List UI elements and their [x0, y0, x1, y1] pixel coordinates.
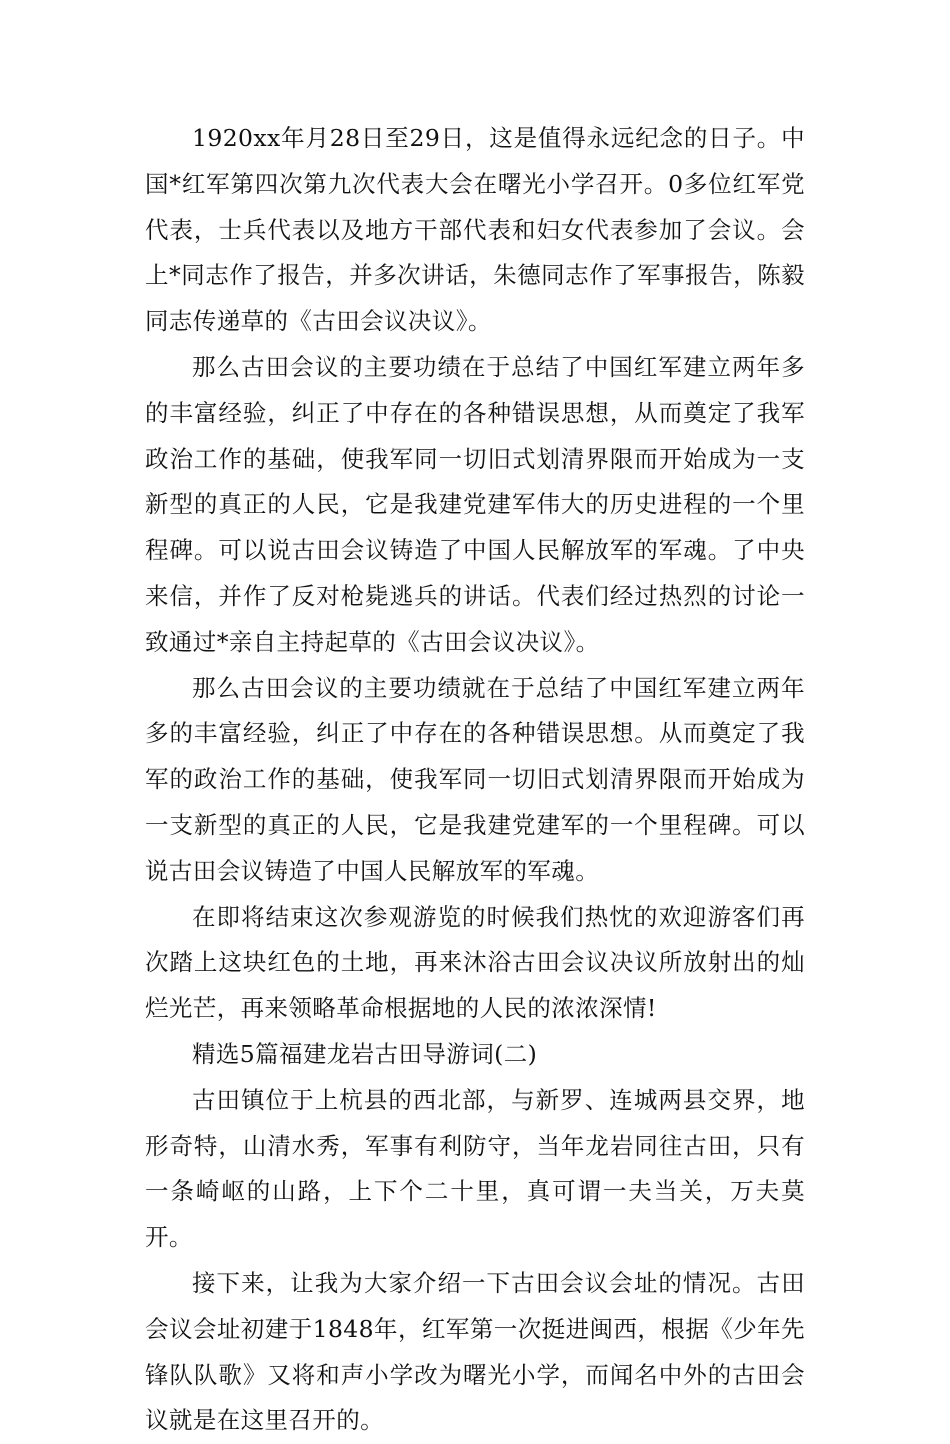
paragraph-3: 那么古田会议的主要功绩就在于总结了中国红军建立两年多的丰富经验，纠正了中存在的各种错误思想。从而奠定了我军的政治工作的基础，使我军同一切旧式划清界限而开始成为一支新型的真正的人民，它是我建党建军的一个里程碑。可以说古田会议铸造了中国人民解放军的军魂。: [145, 673, 805, 885]
paragraph-5: 古田镇位于上杭县的西北部，与新罗、连城两县交界，地形奇特，山清水秀，军事有利防守，当年龙岩同往古田，只有一条崎岖的山路，上下个二十里，真可谓一夫当关，万夫莫开。: [145, 1085, 805, 1252]
paragraph-1: 1920xx年月28日至29日，这是值得永远纪念的日子。中国*红军第四次第九次代表大会在曙光小学召开。0多位红军党代表，士兵代表以及地方干部代表和妇女代表参加了会议。会上*同志作了报告，并多次讲话，朱德同志作了军事报告，陈毅同志传递草的《古田会议决议》。: [145, 124, 805, 336]
section-heading: 精选5篇福建龙岩古田导游词(二): [192, 1039, 538, 1068]
paragraph-6: 接下来，让我为大家介绍一下古田会议会址的情况。古田会议会址初建于1848年，红军第一次挺进闽西，根据《少年先锋队队歌》又将和声小学改为曙光小学，而闻名中外的古田会议就是在这里召开的。: [145, 1268, 805, 1435]
paragraph-4: 在即将结束这次参观游览的时候我们热忱的欢迎游客们再次踏上这块红色的土地，再来沐浴古田会议决议所放射出的灿烂光芒，再来领略革命根据地的人民的浓浓深情!: [145, 902, 805, 1023]
paragraph-2: 那么古田会议的主要功绩在于总结了中国红军建立两年多的丰富经验，纠正了中存在的各种错误思想，从而奠定了我军政治工作的基础，使我军同一切旧式划清界限而开始成为一支新型的真正的人民，它是我建党建军伟大的历史进程的一个里程碑。可以说古田会议铸造了中国人民解放军的军魂。了中央来信，并作了反对枪毙逃兵的讲话。代表们经过热烈的讨论一致通过*亲自主持起草的《古田会议决议》。: [145, 352, 805, 656]
document-body: [145, 116, 805, 1444]
